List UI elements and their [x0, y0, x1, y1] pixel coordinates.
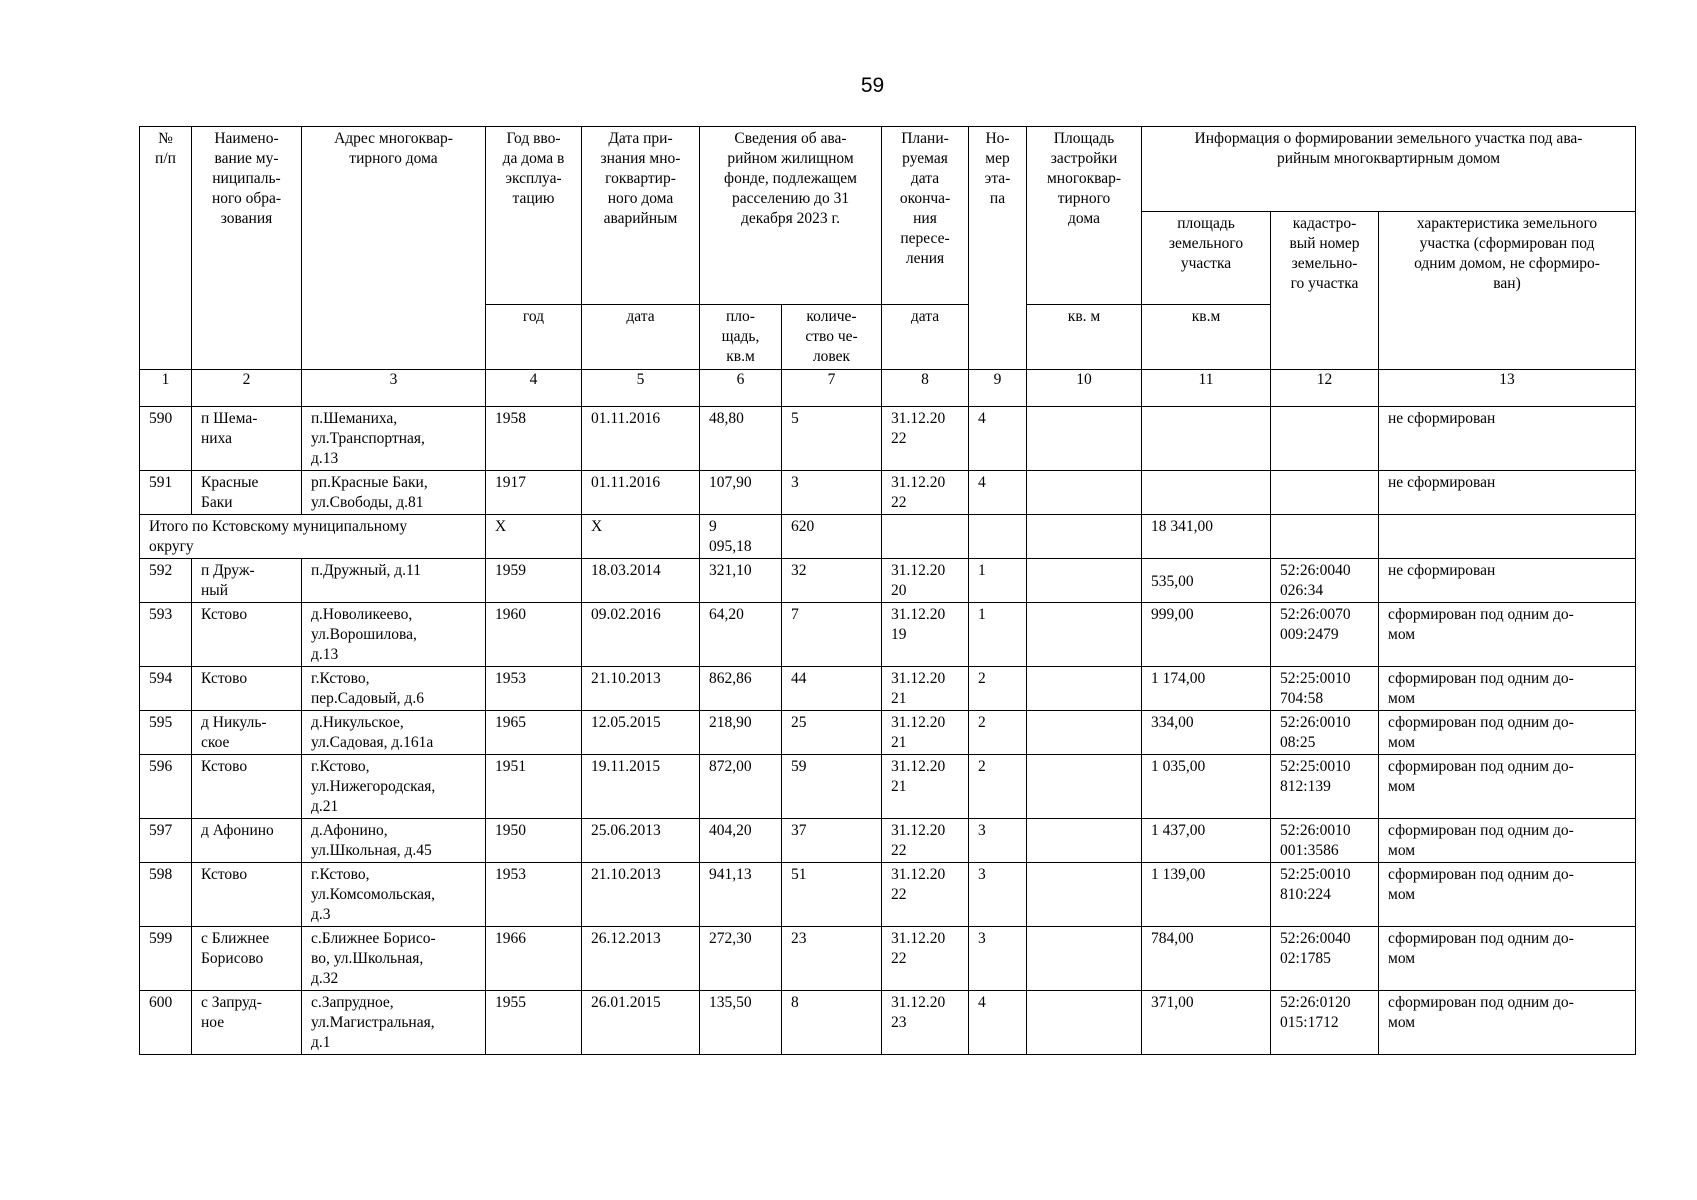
- row-people: 32: [782, 559, 882, 603]
- row-recognition-date: 12.05.2015: [582, 711, 700, 755]
- column-number: 11: [1142, 370, 1271, 407]
- row-recognition-date: 01.11.2016: [582, 471, 700, 515]
- row-end-date: 31.12.20 19: [882, 603, 969, 667]
- row-address: г.Кстово, ул.Нижегородская, д.21: [302, 755, 486, 819]
- column-number: 13: [1379, 370, 1636, 407]
- total-land-characteristic: [1379, 515, 1636, 559]
- row-land-area: [1142, 407, 1271, 471]
- row-recognition-date: 21.10.2013: [582, 667, 700, 711]
- row-year: 1917: [486, 471, 582, 515]
- row-year: 1950: [486, 819, 582, 863]
- row-land-area: 535,00: [1142, 559, 1271, 603]
- total-building-area: [1027, 515, 1142, 559]
- row-number: 592: [140, 559, 192, 603]
- header-land-info: Информация о формировании земельного участка под ава- рийным многоквартирным домом: [1142, 127, 1636, 212]
- row-land-area: 1 174,00: [1142, 667, 1271, 711]
- row-land-area: [1142, 471, 1271, 515]
- header-year: Год вво- да дома в эксплуа- тацию: [486, 127, 582, 305]
- row-year: 1959: [486, 559, 582, 603]
- row-end-date: 31.12.20 22: [882, 407, 969, 471]
- total-end-date: [882, 515, 969, 559]
- row-number: 595: [140, 711, 192, 755]
- header-planned-end: Плани- руемая дата оконча- ния пересе- ления: [882, 127, 969, 305]
- row-building-area: [1027, 711, 1142, 755]
- total-stage: [969, 515, 1027, 559]
- row-cadastral-number: 52:26:0120 015:1712: [1271, 991, 1379, 1055]
- row-municipality: Кстово: [192, 863, 302, 927]
- row-stage: 1: [969, 603, 1027, 667]
- row-land-area: 334,00: [1142, 711, 1271, 755]
- row-stage: 2: [969, 755, 1027, 819]
- row-end-date: 31.12.20 22: [882, 927, 969, 991]
- unit-year: год: [486, 305, 582, 370]
- row-number: 599: [140, 927, 192, 991]
- unit-building-area: кв. м: [1027, 305, 1142, 370]
- row-address: г.Кстово, пер.Садовый, д.6: [302, 667, 486, 711]
- row-area: 321,10: [700, 559, 782, 603]
- row-end-date: 31.12.20 21: [882, 711, 969, 755]
- row-year: 1951: [486, 755, 582, 819]
- table-row: [140, 407, 1636, 471]
- table-row: [140, 471, 1636, 515]
- row-stage: 2: [969, 667, 1027, 711]
- row-end-date: 31.12.20 21: [882, 755, 969, 819]
- unit-area: пло- щадь, кв.м: [700, 305, 782, 370]
- row-stage: 4: [969, 991, 1027, 1055]
- row-people: 59: [782, 755, 882, 819]
- table-row: [140, 927, 1636, 991]
- row-year: 1953: [486, 667, 582, 711]
- row-land-area: 1 035,00: [1142, 755, 1271, 819]
- row-land-characteristic: сформирован под одним до- мом: [1379, 667, 1636, 711]
- row-municipality: д Афонино: [192, 819, 302, 863]
- row-year: 1965: [486, 711, 582, 755]
- row-building-area: [1027, 407, 1142, 471]
- row-municipality: Кстово: [192, 603, 302, 667]
- table-row: [140, 991, 1636, 1055]
- unit-land-area: кв.м: [1142, 305, 1271, 370]
- row-land-area: 1 139,00: [1142, 863, 1271, 927]
- header-land-area: площадь земельного участка: [1142, 212, 1271, 305]
- row-address: д.Новоликеево, ул.Ворошилова, д.13: [302, 603, 486, 667]
- row-people: 8: [782, 991, 882, 1055]
- row-year: 1958: [486, 407, 582, 471]
- row-people: 5: [782, 407, 882, 471]
- row-number: 591: [140, 471, 192, 515]
- total-area: 9 095,18: [700, 515, 782, 559]
- row-address: рп.Красные Баки, ул.Свободы, д.81: [302, 471, 486, 515]
- column-number: 2: [192, 370, 302, 407]
- row-municipality: п Шема- ниха: [192, 407, 302, 471]
- table-row: [140, 863, 1636, 927]
- row-land-characteristic: сформирован под одним до- мом: [1379, 991, 1636, 1055]
- row-building-area: [1027, 603, 1142, 667]
- total-year: X: [486, 515, 582, 559]
- row-area: 272,30: [700, 927, 782, 991]
- row-area: 872,00: [700, 755, 782, 819]
- row-stage: 4: [969, 407, 1027, 471]
- column-number-row: [140, 370, 1636, 407]
- row-recognition-date: 26.01.2015: [582, 991, 700, 1055]
- table-row: [140, 711, 1636, 755]
- row-municipality: д Никуль- ское: [192, 711, 302, 755]
- header-land-characteristic: характеристика земельного участка (сформирован под одним домом, не сформиро- ван): [1379, 212, 1636, 370]
- column-number: 1: [140, 370, 192, 407]
- row-building-area: [1027, 755, 1142, 819]
- row-municipality: Красные Баки: [192, 471, 302, 515]
- row-address: п.Дружный, д.11: [302, 559, 486, 603]
- row-year: 1953: [486, 863, 582, 927]
- row-stage: 1: [969, 559, 1027, 603]
- column-number: 12: [1271, 370, 1379, 407]
- row-land-characteristic: сформирован под одним до- мом: [1379, 755, 1636, 819]
- row-recognition-date: 09.02.2016: [582, 603, 700, 667]
- row-municipality: с Запруд- ное: [192, 991, 302, 1055]
- row-cadastral-number: 52:25:0010 810:224: [1271, 863, 1379, 927]
- row-end-date: 31.12.20 22: [882, 471, 969, 515]
- row-land-characteristic: сформирован под одним до- мом: [1379, 863, 1636, 927]
- row-cadastral-number: 52:25:0010 704:58: [1271, 667, 1379, 711]
- row-end-date: 31.12.20 21: [882, 667, 969, 711]
- row-area: 107,90: [700, 471, 782, 515]
- row-address: п.Шеманиха, ул.Транспортная, д.13: [302, 407, 486, 471]
- row-number: 590: [140, 407, 192, 471]
- unit-date: дата: [582, 305, 700, 370]
- row-cadastral-number: 52:26:0040 02:1785: [1271, 927, 1379, 991]
- total-row: [140, 515, 1636, 559]
- header-number: № п/п: [140, 127, 192, 370]
- row-area: 135,50: [700, 991, 782, 1055]
- table-row: [140, 603, 1636, 667]
- row-area: 48,80: [700, 407, 782, 471]
- row-building-area: [1027, 927, 1142, 991]
- row-cadastral-number: [1271, 471, 1379, 515]
- row-cadastral-number: 52:26:0070 009:2479: [1271, 603, 1379, 667]
- row-area: 64,20: [700, 603, 782, 667]
- row-land-characteristic: не сформирован: [1379, 407, 1636, 471]
- unit-end-date: дата: [882, 305, 969, 370]
- row-number: 593: [140, 603, 192, 667]
- total-people: 620: [782, 515, 882, 559]
- emergency-housing-table: [139, 126, 1636, 1055]
- row-cadastral-number: 52:25:0010 812:139: [1271, 755, 1379, 819]
- row-address: д.Никульское, ул.Садовая, д.161а: [302, 711, 486, 755]
- row-building-area: [1027, 819, 1142, 863]
- row-land-characteristic: сформирован под одним до- мом: [1379, 927, 1636, 991]
- row-municipality: с Ближнее Борисово: [192, 927, 302, 991]
- table-row: [140, 819, 1636, 863]
- row-address: г.Кстово, ул.Комсомольская, д.3: [302, 863, 486, 927]
- row-number: 600: [140, 991, 192, 1055]
- row-land-area: 784,00: [1142, 927, 1271, 991]
- column-number: 6: [700, 370, 782, 407]
- row-end-date: 31.12.20 23: [882, 991, 969, 1055]
- column-number: 4: [486, 370, 582, 407]
- row-municipality: п Друж- ный: [192, 559, 302, 603]
- row-land-area: 1 437,00: [1142, 819, 1271, 863]
- row-cadastral-number: 52:26:0010 001:3586: [1271, 819, 1379, 863]
- row-recognition-date: 26.12.2013: [582, 927, 700, 991]
- row-area: 941,13: [700, 863, 782, 927]
- row-address: с.Ближнее Борисо- во, ул.Школьная, д.32: [302, 927, 486, 991]
- header-address: Адрес многоквар- тирного дома: [302, 127, 486, 370]
- row-recognition-date: 21.10.2013: [582, 863, 700, 927]
- row-land-area: 371,00: [1142, 991, 1271, 1055]
- row-people: 51: [782, 863, 882, 927]
- column-number: 5: [582, 370, 700, 407]
- row-land-characteristic: сформирован под одним до- мом: [1379, 711, 1636, 755]
- row-people: 37: [782, 819, 882, 863]
- row-number: 598: [140, 863, 192, 927]
- row-stage: 4: [969, 471, 1027, 515]
- row-recognition-date: 01.11.2016: [582, 407, 700, 471]
- table-row: [140, 559, 1636, 603]
- column-number: 10: [1027, 370, 1142, 407]
- row-building-area: [1027, 667, 1142, 711]
- row-address: д.Афонино, ул.Школьная, д.45: [302, 819, 486, 863]
- row-cadastral-number: [1271, 407, 1379, 471]
- row-cadastral-number: 52:26:0040 026:34: [1271, 559, 1379, 603]
- row-building-area: [1027, 863, 1142, 927]
- row-land-area: 999,00: [1142, 603, 1271, 667]
- row-number: 596: [140, 755, 192, 819]
- row-stage: 3: [969, 819, 1027, 863]
- table-row: [140, 755, 1636, 819]
- row-stage: 3: [969, 927, 1027, 991]
- row-address: с.Запрудное, ул.Магистральная, д.1: [302, 991, 486, 1055]
- row-number: 597: [140, 819, 192, 863]
- header-stage: Но- мер эта- па: [969, 127, 1027, 370]
- row-year: 1966: [486, 927, 582, 991]
- table-header: [140, 127, 1636, 407]
- row-people: 3: [782, 471, 882, 515]
- column-number: 8: [882, 370, 969, 407]
- row-stage: 2: [969, 711, 1027, 755]
- row-recognition-date: 19.11.2015: [582, 755, 700, 819]
- row-land-characteristic: не сформирован: [1379, 559, 1636, 603]
- total-cadastral-number: [1271, 515, 1379, 559]
- header-municipality: Наимено- вание му- ниципаль- ного обра- зования: [192, 127, 302, 370]
- row-land-characteristic: не сформирован: [1379, 471, 1636, 515]
- header-building-area: Площадь застройки многоквар- тирного дома: [1027, 127, 1142, 305]
- row-municipality: Кстово: [192, 755, 302, 819]
- row-area: 404,20: [700, 819, 782, 863]
- table-row: [140, 667, 1636, 711]
- row-stage: 3: [969, 863, 1027, 927]
- column-number: 9: [969, 370, 1027, 407]
- row-cadastral-number: 52:26:0010 08:25: [1271, 711, 1379, 755]
- row-people: 7: [782, 603, 882, 667]
- unit-people: количе- ство че- ловек: [782, 305, 882, 370]
- row-people: 25: [782, 711, 882, 755]
- row-number: 594: [140, 667, 192, 711]
- row-land-characteristic: сформирован под одним до- мом: [1379, 603, 1636, 667]
- row-municipality: Кстово: [192, 667, 302, 711]
- row-end-date: 31.12.20 22: [882, 819, 969, 863]
- header-cadastral-number: кадастро- вый номер земельно- го участка: [1271, 212, 1379, 370]
- row-area: 218,90: [700, 711, 782, 755]
- row-people: 23: [782, 927, 882, 991]
- header-recognition-date: Дата при- знания мно- гоквартир- ного дома аварийным: [582, 127, 700, 305]
- column-number: 7: [782, 370, 882, 407]
- total-date: X: [582, 515, 700, 559]
- row-recognition-date: 18.03.2014: [582, 559, 700, 603]
- row-people: 44: [782, 667, 882, 711]
- row-building-area: [1027, 991, 1142, 1055]
- total-land-area: 18 341,00: [1142, 515, 1271, 559]
- row-end-date: 31.12.20 22: [882, 863, 969, 927]
- header-emergency-fund: Сведения об ава- рийном жилищном фонде, подлежащем расселению до 31 декабря 2023 г.: [700, 127, 882, 305]
- total-label: Итого по Кстовскому муниципальному округу: [140, 515, 486, 559]
- row-year: 1960: [486, 603, 582, 667]
- column-number: 3: [302, 370, 486, 407]
- row-year: 1955: [486, 991, 582, 1055]
- row-end-date: 31.12.20 20: [882, 559, 969, 603]
- page-number: 59: [860, 74, 885, 97]
- row-land-characteristic: сформирован под одним до- мом: [1379, 819, 1636, 863]
- row-recognition-date: 25.06.2013: [582, 819, 700, 863]
- row-area: 862,86: [700, 667, 782, 711]
- row-building-area: [1027, 471, 1142, 515]
- row-building-area: [1027, 559, 1142, 603]
